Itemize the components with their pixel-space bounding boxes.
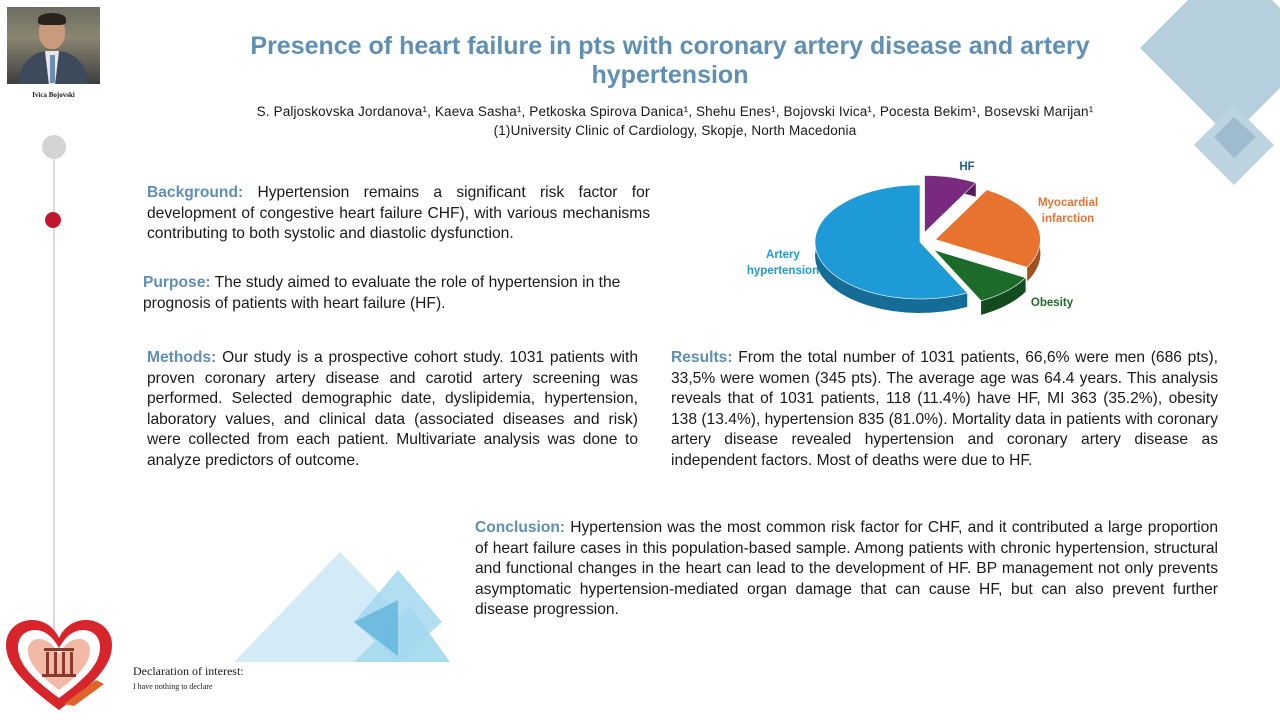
pie-label-2: Obesity — [1030, 297, 1074, 309]
results-label: Results: — [671, 349, 733, 366]
methods-text: Our study is a prospective cohort study. 1031 patients with proven coronary artery disease and carotid artery screening was performed. Selected demographic date, dyslipidemia, hypertension, laboratory values, and clinical data (associated diseases and risk) were collected from each patient. Multivariate analysis was done to analyze predictors of outcome. — [147, 349, 638, 469]
timeline-dot-red — [45, 212, 61, 228]
affiliation: (1)University Clinic of Cardiology, Skopje, North Macedonia — [493, 123, 857, 138]
pie-label-3: Artery hypertension — [746, 249, 820, 277]
declaration-of-interest — [133, 664, 244, 691]
purpose-label: Purpose: — [143, 274, 211, 291]
purpose-section — [143, 273, 643, 314]
author-list: S. Paljoskovska Jordanova¹, Kaeva Sasha¹, Petkoska Spirova Danica¹, Shehu Enes¹, Bojovski Ivica¹, Pocesta Bekim¹, Bosevski Marijan¹ — [256, 104, 1094, 119]
pie-label-0: HF — [959, 161, 975, 173]
author-photo — [7, 7, 100, 84]
declaration-text: I have nothing to declare — [133, 682, 213, 691]
risk-factor-pie-chart — [730, 150, 1100, 320]
pie-label-1: Myocardial infarction — [1037, 197, 1099, 225]
declaration-title: Declaration of interest: — [133, 664, 244, 678]
results-section — [671, 348, 1218, 471]
decorative-triangles-bottom — [230, 548, 460, 668]
purpose-text: The study aimed to evaluate the role of hypertension in the prognosis of patients with heart failure (HF). — [143, 274, 621, 312]
conclusion-label: Conclusion: — [475, 519, 566, 536]
methods-section — [147, 348, 638, 471]
background-label: Background: — [147, 184, 244, 201]
results-text: From the total number of 1031 patients, 66,6% were men (686 pts), 33,5% were women (345 pts). The average age was 64.4 years. This analysis reveals that of 1031 patients, 118 (11.4%) have HF, MI 363 (35.2%), obesity 138 (13.4%), hypertension 835 (81.0%). Mortality data in patients with coronary artery disease revealed hypertension and coronary artery disease as independent factors. Most of deaths were due to HF. — [671, 349, 1218, 469]
author-photo-caption: Ivica Bojovski — [32, 91, 75, 99]
background-section — [147, 183, 650, 245]
background-text: Hypertension remains a significant risk factor for development of congestive heart failure CHF), with various mechanisms contributing to both systolic and diastolic dysfunction. — [147, 184, 650, 242]
authors-block — [160, 102, 1190, 140]
timeline-dot-grey — [42, 135, 66, 159]
methods-label: Methods: — [147, 349, 217, 366]
conclusion-text: Hypertension was the most common risk factor for CHF, and it contributed a large proportion of heart failure cases in this population-based sample. Among patients with chronic hypertension, structural and functional changes in the heart can lead to the development of HF. BP management not only prevents asymptomatic hypertension-mediated organ damage that can cause HF, but can also prevent further disease progression. — [475, 519, 1218, 618]
cardiology-heart-logo — [4, 618, 114, 713]
conclusion-section — [475, 518, 1218, 621]
decorative-diamond-top-right — [1130, 0, 1280, 190]
poster-title: Presence of heart failure in pts with coronary artery disease and artery hypertension — [250, 32, 1090, 89]
